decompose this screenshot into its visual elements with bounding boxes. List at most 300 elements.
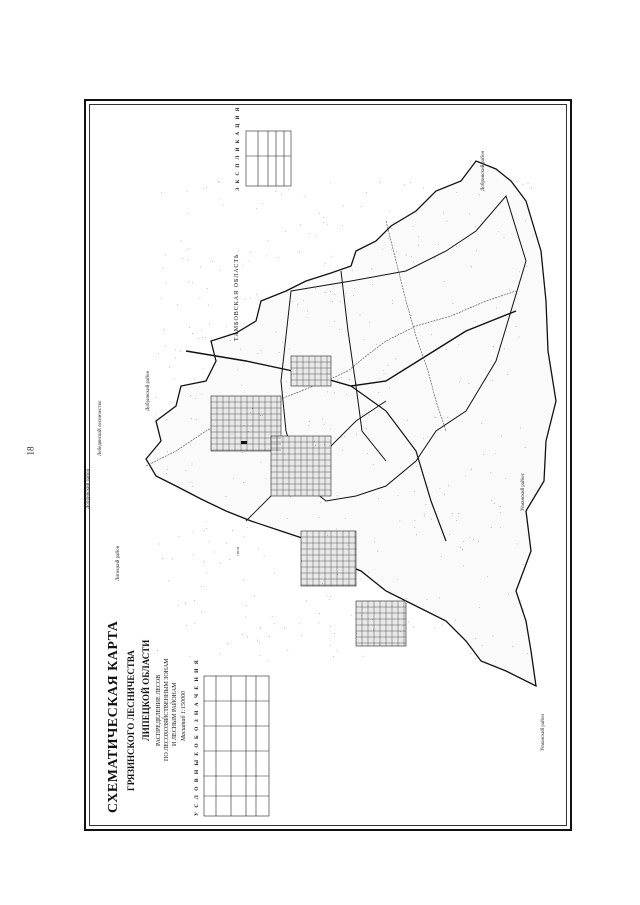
texture-dot	[396, 371, 397, 372]
texture-dot	[248, 260, 249, 261]
texture-dot	[377, 551, 378, 552]
texture-dot	[405, 217, 406, 218]
texture-dot	[379, 406, 380, 407]
texture-dot	[193, 532, 194, 533]
texture-dot	[368, 572, 369, 573]
texture-dot	[274, 573, 275, 574]
texture-dot	[447, 417, 448, 418]
usmansky-label-bottom: Усманский район	[541, 713, 546, 751]
texture-dot	[178, 605, 179, 606]
texture-dot	[220, 563, 221, 564]
texture-dot	[494, 503, 495, 504]
texture-dot	[337, 651, 338, 652]
texture-dot	[261, 462, 262, 463]
texture-dot	[212, 339, 213, 340]
texture-dot	[363, 656, 364, 657]
texture-dot	[356, 434, 357, 435]
texture-dot	[200, 267, 201, 268]
texture-dot	[287, 650, 288, 651]
texture-dot	[291, 536, 292, 537]
texture-dot	[285, 231, 286, 232]
legend-box	[204, 676, 269, 816]
tambov-label: ТАМБОВСКАЯ ОБЛАСТЬ	[234, 253, 240, 341]
texture-dot	[523, 564, 524, 565]
texture-dot	[500, 506, 501, 507]
texture-dot	[427, 599, 428, 600]
texture-dot	[256, 294, 257, 295]
texture-dot	[532, 236, 533, 237]
texture-dot	[247, 442, 248, 443]
texture-dot	[206, 573, 207, 574]
texture-dot	[287, 518, 288, 519]
texture-dot	[324, 265, 325, 266]
texture-dot	[331, 256, 332, 257]
texture-dot	[400, 631, 401, 632]
texture-dot	[272, 616, 273, 617]
texture-dot	[513, 646, 514, 647]
texture-dot	[219, 270, 220, 271]
texture-dot	[398, 495, 399, 496]
explication-box	[246, 131, 291, 186]
texture-dot	[348, 545, 349, 546]
texture-dot	[245, 299, 246, 300]
texture-dot	[323, 362, 324, 363]
texture-dot	[361, 616, 362, 617]
map-region: ЛИПЕЦКОЙ ОБЛАСТИ	[141, 639, 151, 741]
texture-dot	[161, 192, 162, 193]
texture-dot	[335, 294, 336, 295]
texture-dot	[459, 344, 460, 345]
texture-dot	[389, 388, 390, 389]
texture-dot	[369, 322, 370, 323]
texture-dot	[288, 189, 289, 190]
texture-dot	[408, 622, 409, 623]
texture-dot	[372, 284, 373, 285]
texture-dot	[485, 379, 486, 380]
texture-dot	[240, 349, 241, 350]
texture-dot	[366, 428, 367, 429]
texture-dot	[309, 233, 310, 234]
texture-dot	[180, 351, 181, 352]
texture-dot	[158, 353, 159, 354]
texture-dot	[342, 225, 343, 226]
texture-dot	[304, 196, 305, 197]
texture-dot	[379, 644, 380, 645]
texture-dot	[226, 327, 227, 328]
texture-dot	[219, 182, 220, 183]
texture-dot	[471, 653, 472, 654]
texture-dot	[330, 182, 331, 183]
texture-dot	[415, 520, 416, 521]
texture-dot	[443, 213, 444, 214]
texture-dot	[308, 425, 309, 426]
texture-dot	[258, 549, 259, 550]
texture-dot	[190, 350, 191, 351]
texture-dot	[517, 182, 518, 183]
texture-dot	[496, 308, 497, 309]
map-line-2: ПО ЛЕСОХОЗЯЙСТВЕННЫМ ЗОНАМ	[164, 658, 170, 761]
texture-dot	[349, 379, 350, 380]
legend-title: У С Л О В Н Ы Е О Б О З Н А Ч Е Н И Я	[194, 658, 200, 816]
texture-dot	[517, 544, 518, 545]
texture-dot	[257, 640, 258, 641]
texture-dot	[203, 561, 204, 562]
texture-dot	[189, 327, 190, 328]
texture-dot	[337, 574, 338, 575]
texture-dot	[374, 542, 375, 543]
map-scale: Масштаб 1:150000	[181, 690, 187, 741]
texture-dot	[245, 616, 246, 617]
texture-dot	[202, 337, 203, 338]
texture-dot	[190, 395, 191, 396]
texture-dot	[509, 290, 510, 291]
texture-dot	[360, 315, 361, 316]
texture-dot	[300, 224, 301, 225]
texture-dot	[190, 482, 191, 483]
texture-dot	[301, 560, 302, 561]
texture-dot	[204, 530, 205, 531]
texture-dot	[329, 446, 330, 447]
texture-dot	[334, 321, 335, 322]
texture-dot	[396, 251, 397, 252]
texture-dot	[243, 579, 244, 580]
page-number: 18	[25, 446, 36, 456]
texture-dot	[314, 441, 315, 442]
texture-dot	[508, 594, 509, 595]
texture-dot	[192, 333, 193, 334]
texture-dot	[238, 251, 239, 252]
texture-dot	[495, 453, 496, 454]
texture-dot	[320, 503, 321, 504]
texture-dot	[299, 252, 300, 253]
texture-dot	[220, 199, 221, 200]
texture-dot	[209, 323, 210, 324]
texture-dot	[344, 436, 345, 437]
forest-grid-4	[356, 601, 406, 646]
texture-dot	[165, 255, 166, 256]
texture-dot	[404, 369, 405, 370]
texture-dot	[382, 249, 383, 250]
texture-dot	[169, 367, 170, 368]
texture-dot	[276, 332, 277, 333]
texture-dot	[189, 249, 190, 250]
texture-dot	[334, 633, 335, 634]
texture-dot	[373, 630, 374, 631]
texture-dot	[388, 238, 389, 239]
texture-dot	[413, 226, 414, 227]
texture-dot	[453, 303, 454, 304]
dobrinsky-label-right: Добринский район	[481, 150, 486, 191]
texture-dot	[310, 288, 311, 289]
texture-dot	[190, 656, 191, 657]
texture-dot	[267, 240, 268, 241]
texture-dot	[309, 421, 310, 422]
texture-dot	[339, 329, 340, 330]
texture-dot	[428, 487, 429, 488]
texture-dot	[487, 576, 488, 577]
texture-dot	[391, 228, 392, 229]
texture-dot	[254, 595, 255, 596]
texture-dot	[528, 183, 529, 184]
texture-dot	[398, 645, 399, 646]
texture-dot	[260, 415, 261, 416]
texture-dot	[417, 466, 418, 467]
texture-dot	[483, 454, 484, 455]
texture-dot	[391, 249, 392, 250]
texture-dot	[518, 602, 519, 603]
texture-dot	[229, 559, 230, 560]
texture-dot	[297, 304, 298, 305]
texture-dot	[156, 397, 157, 398]
texture-dot	[177, 304, 178, 305]
texture-dot	[385, 373, 386, 374]
lipetsky-label: Липецкий район	[116, 545, 121, 581]
texture-dot	[475, 639, 476, 640]
dobrinsky-label-mid: Добринский район	[146, 370, 151, 411]
texture-dot	[196, 419, 197, 420]
texture-dot	[519, 337, 520, 338]
texture-dot	[434, 628, 435, 629]
texture-dot	[163, 329, 164, 330]
texture-dot	[475, 658, 476, 659]
texture-dot	[424, 516, 425, 517]
texture-dot	[203, 188, 204, 189]
texture-dot	[459, 382, 460, 383]
texture-dot	[462, 549, 463, 550]
texture-dot	[327, 224, 328, 225]
texture-dot	[412, 323, 413, 324]
texture-dot	[157, 650, 158, 651]
texture-dot	[392, 300, 393, 301]
texture-dot	[356, 633, 357, 634]
texture-dot	[414, 491, 415, 492]
texture-dot	[418, 245, 419, 246]
texture-dot	[307, 317, 308, 318]
texture-dot	[456, 246, 457, 247]
texture-dot	[456, 520, 457, 521]
texture-dot	[166, 283, 167, 284]
texture-dot	[301, 635, 302, 636]
texture-dot	[395, 359, 396, 360]
texture-dot	[319, 613, 320, 614]
texture-dot	[414, 527, 415, 528]
texture-dot	[261, 350, 262, 351]
texture-dot	[203, 368, 204, 369]
texture-dot	[371, 269, 372, 270]
texture-dot	[319, 213, 320, 214]
texture-dot	[287, 483, 288, 484]
texture-dot	[519, 271, 520, 272]
map-subtitle: ГРЯЗИНСКОГО ЛЕСНИЧЕСТВА	[126, 650, 136, 791]
texture-dot	[278, 257, 279, 258]
texture-dot	[327, 535, 328, 536]
texture-dot	[492, 380, 493, 381]
territory-boundary	[146, 161, 556, 686]
texture-dot	[286, 381, 287, 382]
texture-dot	[327, 392, 328, 393]
texture-dot	[325, 292, 326, 293]
texture-dot	[259, 642, 260, 643]
texture-dot	[162, 558, 163, 559]
texture-dot	[354, 288, 355, 289]
texture-dot	[367, 453, 368, 454]
texture-dot	[507, 374, 508, 375]
texture-dot	[335, 438, 336, 439]
map-line-3: И ЛЕСНЫМ РАЙОНАМ	[172, 682, 178, 746]
texture-dot	[469, 214, 470, 215]
texture-dot	[410, 182, 411, 183]
texture-dot	[364, 339, 365, 340]
texture-dot	[476, 251, 477, 252]
texture-dot	[501, 436, 502, 437]
texture-dot	[521, 600, 522, 601]
texture-dot	[397, 579, 398, 580]
texture-dot	[322, 583, 323, 584]
texture-dot	[232, 530, 233, 531]
texture-dot	[363, 415, 364, 416]
texture-dot	[525, 220, 526, 221]
texture-dot	[479, 195, 480, 196]
texture-dot	[356, 383, 357, 384]
texture-dot	[434, 417, 435, 418]
texture-dot	[187, 250, 188, 251]
texture-dot	[406, 216, 407, 217]
texture-dot	[378, 392, 379, 393]
texture-dot	[187, 191, 188, 192]
texture-dot	[353, 295, 354, 296]
texture-dot	[174, 379, 175, 380]
texture-dot	[516, 326, 517, 327]
texture-dot	[331, 596, 332, 597]
texture-dot	[330, 626, 331, 627]
texture-dot	[266, 478, 267, 479]
texture-dot	[531, 188, 532, 189]
texture-dot	[330, 291, 331, 292]
texture-dot	[289, 349, 290, 350]
texture-dot	[442, 624, 443, 625]
texture-dot	[341, 377, 342, 378]
usmansky-label-mid: Усманский район	[521, 473, 526, 511]
texture-dot	[260, 655, 261, 656]
texture-dot	[291, 374, 292, 375]
texture-dot	[369, 415, 370, 416]
lebedyansky-label: Лебедянский лесничество	[98, 400, 103, 456]
texture-dot	[491, 500, 492, 501]
texture-dot	[469, 383, 470, 384]
texture-dot	[195, 623, 196, 624]
texture-dot	[161, 298, 162, 299]
texture-dot	[200, 298, 201, 299]
texture-dot	[167, 469, 168, 470]
texture-dot	[454, 315, 455, 316]
texture-dot	[194, 379, 195, 380]
texture-dot	[194, 600, 195, 601]
texture-dot	[293, 301, 294, 302]
texture-dot	[471, 469, 472, 470]
texture-dot	[163, 268, 164, 269]
texture-dot	[361, 206, 362, 207]
texture-dot	[303, 300, 304, 301]
texture-dot	[456, 192, 457, 193]
texture-dot	[250, 412, 251, 413]
texture-dot	[392, 303, 393, 304]
texture-dot	[166, 473, 167, 474]
texture-dot	[380, 378, 381, 379]
texture-dot	[212, 261, 213, 262]
texture-dot	[343, 206, 344, 207]
texture-dot	[226, 543, 227, 544]
texture-dot	[465, 475, 466, 476]
town-marker	[241, 441, 247, 444]
texture-dot	[323, 222, 324, 223]
texture-dot	[175, 358, 176, 359]
texture-dot	[267, 256, 268, 257]
texture-dot	[202, 394, 203, 395]
texture-dot	[473, 539, 474, 540]
texture-dot	[243, 265, 244, 266]
texture-dot	[262, 415, 263, 416]
texture-dot	[270, 366, 271, 367]
texture-dot	[243, 482, 244, 483]
texture-dot	[201, 612, 202, 613]
texture-dot	[482, 645, 483, 646]
texture-dot	[220, 654, 221, 655]
texture-dot	[426, 504, 427, 505]
texture-dot	[252, 408, 253, 409]
texture-dot	[299, 623, 300, 624]
town-label: ГРЯЗИ	[236, 547, 240, 556]
texture-dot	[446, 349, 447, 350]
texture-dot	[159, 544, 160, 545]
texture-dot	[404, 184, 405, 185]
texture-dot	[256, 208, 257, 209]
texture-dot	[475, 321, 476, 322]
texture-dot	[165, 346, 166, 347]
texture-dot	[366, 192, 367, 193]
texture-dot	[301, 558, 302, 559]
texture-dot	[380, 182, 381, 183]
texture-dot	[431, 334, 432, 335]
texture-dot	[504, 237, 505, 238]
texture-dot	[447, 221, 448, 222]
texture-dot	[407, 598, 408, 599]
texture-dot	[188, 282, 189, 283]
texture-dot	[185, 470, 186, 471]
texture-dot	[172, 559, 173, 560]
forest-grid-3	[301, 531, 356, 586]
texture-dot	[156, 414, 157, 415]
texture-dot	[388, 365, 389, 366]
texture-dot	[230, 340, 231, 341]
texture-dot	[418, 237, 419, 238]
texture-dot	[376, 344, 377, 345]
texture-dot	[188, 259, 189, 260]
texture-dot	[332, 301, 333, 302]
texture-dot	[207, 288, 208, 289]
texture-dot	[243, 323, 244, 324]
texture-dot	[268, 660, 269, 661]
texture-dot	[280, 426, 281, 427]
texture-dot	[315, 289, 316, 290]
texture-dot	[226, 496, 227, 497]
texture-dot	[360, 579, 361, 580]
texture-dot	[413, 262, 414, 263]
texture-dot	[325, 263, 326, 264]
texture-dot	[393, 222, 394, 223]
texture-dot	[191, 418, 192, 419]
texture-dot	[448, 486, 449, 487]
texture-dot	[463, 566, 464, 567]
